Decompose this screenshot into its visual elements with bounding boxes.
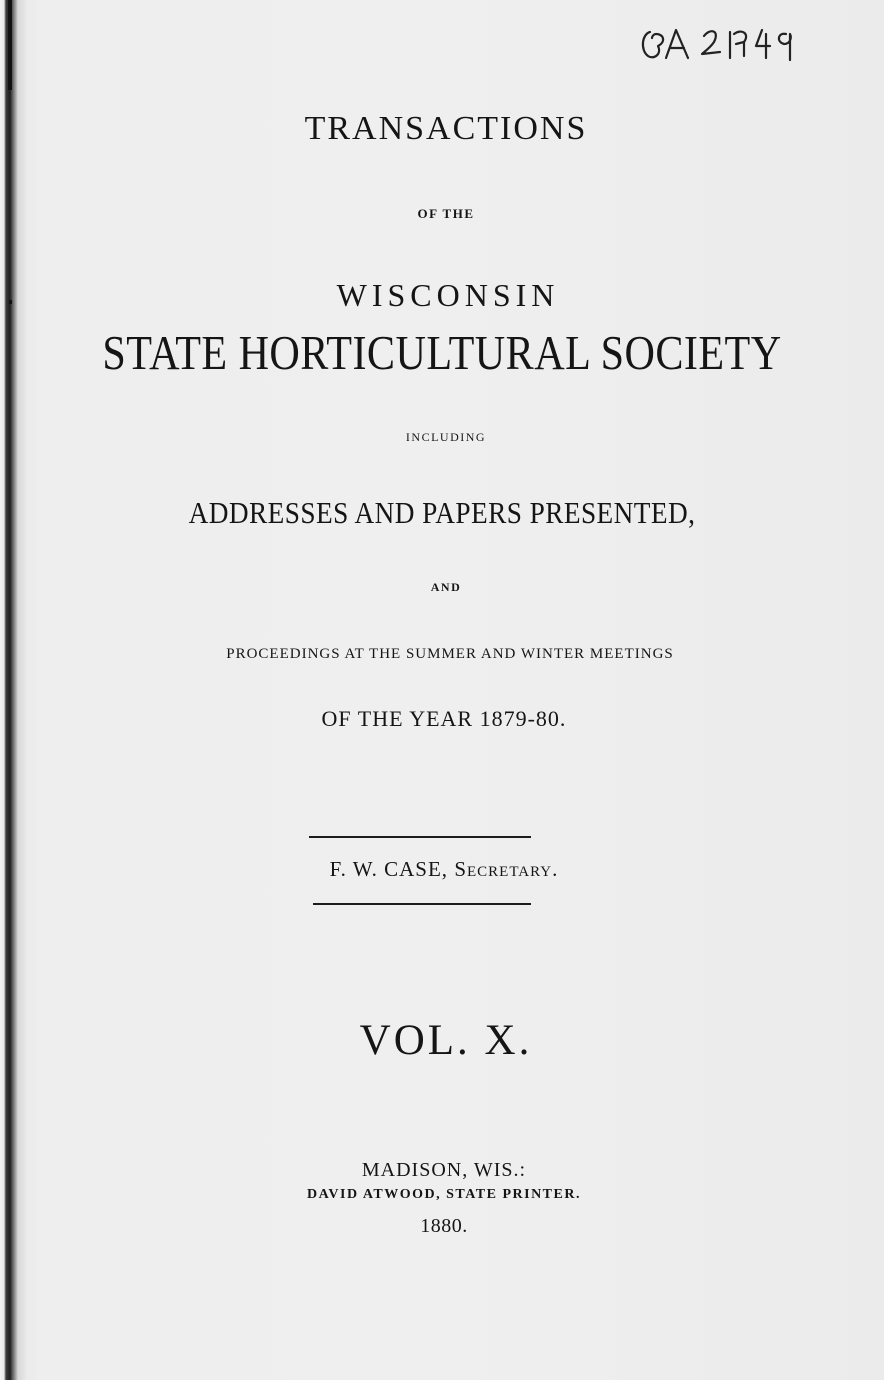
subtitle-proceedings: PROCEEDINGS AT THE SUMMER AND WINTER MEETINGS [226, 646, 674, 662]
title-society-name: STATE HORTICULTURAL SOCIETY [102, 325, 782, 380]
subtitle-including: INCLUDING [405, 430, 487, 444]
volume-number: VOL. X. [359, 1017, 533, 1064]
imprint-printer: DAVID ATWOOD, STATE PRINTER. [307, 1187, 581, 1202]
title-wisconsin: WISCONSIN [336, 277, 560, 313]
subtitle-and: AND [430, 580, 462, 594]
secretary-title: Secretary. [454, 857, 559, 881]
title-of-the: OF THE [417, 206, 475, 221]
imprint-place: MADISON, WIS.: [361, 1159, 527, 1181]
binding-speck [8, 0, 12, 90]
secretary-name: F. W. CASE, [329, 857, 449, 881]
imprint-year: 1880. [420, 1215, 468, 1237]
title-transactions: TRANSACTIONS [304, 110, 588, 147]
subtitle-year: OF THE YEAR 1879-80. [321, 706, 567, 731]
divider-rule-bottom [313, 903, 531, 905]
secretary-line [0, 859, 884, 880]
divider-rule-top [309, 836, 531, 838]
subtitle-addresses: ADDRESSES AND PAPERS PRESENTED, [188, 495, 696, 530]
handwritten-shelfmark [636, 20, 816, 70]
